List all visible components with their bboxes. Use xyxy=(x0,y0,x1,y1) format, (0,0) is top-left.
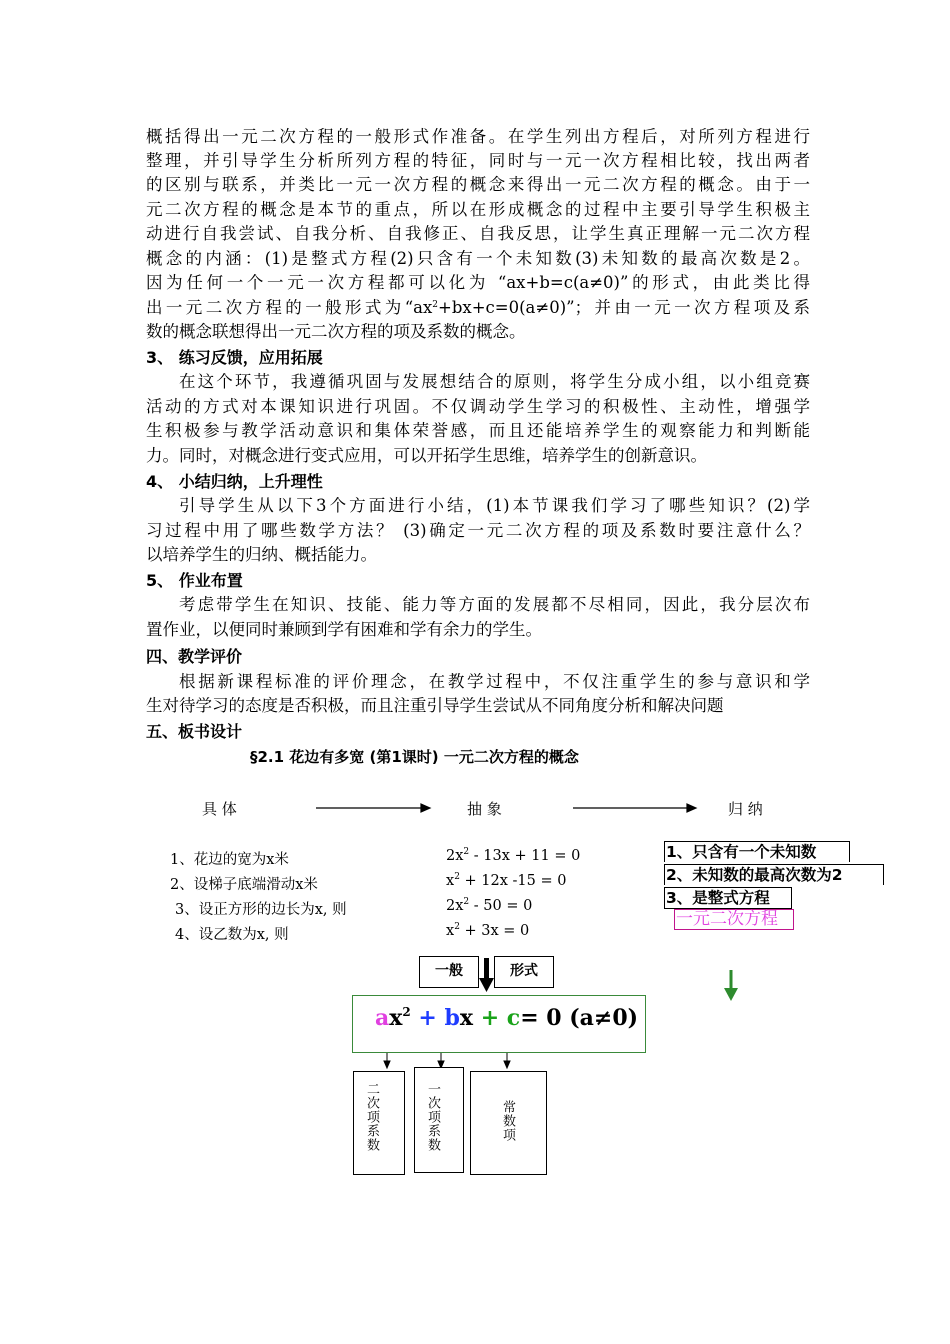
equation-3 xyxy=(446,898,532,914)
eq-part: 2x xyxy=(446,848,464,864)
text-line: 以培养学生的归纳、概括能力。 xyxy=(146,545,377,564)
formula-box xyxy=(352,995,646,1053)
quadratic-coef-box xyxy=(353,1071,405,1175)
equation-2 xyxy=(446,873,566,889)
conclusion-3: 3、是整式方程 xyxy=(664,887,792,909)
general-label-box: 一般 xyxy=(419,956,479,988)
eq-part: + 12x -15 = 0 xyxy=(459,873,567,889)
section-5-heading: 5、 作业布置 xyxy=(146,571,243,590)
quadratic-coef-label: 二次项系数 xyxy=(364,1082,379,1152)
eq-part: + 3x = 0 xyxy=(459,923,530,939)
linear-coef-box xyxy=(414,1067,464,1173)
linear-coef-label: 一次项系数 xyxy=(425,1082,440,1152)
text-fragment: 出一元二次方程的一般形式为“ax xyxy=(146,298,433,317)
conclusion-1: 1、只含有一个未知数 xyxy=(664,841,850,862)
flow-induce: 归 纳 xyxy=(728,800,763,818)
general-formula xyxy=(375,1005,638,1031)
text-line: 引导学生从以下3个方面进行小结，(1)本节课我们学习了哪些知识？(2)学 xyxy=(179,496,810,515)
conclusion-name: 一元二次方程 xyxy=(674,909,794,930)
text-line: 根据新课程标准的评价理念，在教学过程中，不仅注重学生的参与意识和学 xyxy=(179,672,810,691)
eq-sup: 2 xyxy=(463,847,470,857)
text-line: 整理，并引导学生分析所列方程的特征，同时与一元一次方程相比较，找出两者 xyxy=(146,151,810,170)
text-line: 概念的内涵：(1)是整式方程(2)只含有一个未知数(3)未知数的最高次数是2。 xyxy=(146,249,810,268)
text-fragment: +bx+c=0(a≠0)”；并由一元一次方程项及系 xyxy=(438,298,810,317)
conclusion-2: 2、未知数的最高次数为2 xyxy=(664,864,884,885)
evaluation-heading: 四、教学评价 xyxy=(146,647,243,666)
text-line: 动进行自我尝试、自我分析、自我修正、自我反思，让学生真正理解一元二次方程 xyxy=(146,224,810,243)
text-line: 在这个环节，我遵循巩固与发展想结合的原则，将学生分成小组，以小组竞赛 xyxy=(179,372,810,391)
example-2: 2、设梯子底端滑动x米 xyxy=(170,877,318,893)
eq-sup: 2 xyxy=(454,922,460,932)
example-1: 1、花边的宽为x米 xyxy=(170,852,289,868)
eq-part: - 50 = 0 xyxy=(469,898,533,914)
down-arrow-icon xyxy=(479,958,494,992)
formula-x: x xyxy=(389,1005,403,1031)
form-label-box: 形式 xyxy=(494,956,554,988)
text-line: 概括得出一元二次方程的一般形式作准备。在学生列出方程后，对所列方程进行 xyxy=(146,127,810,146)
eq-sup: 2 xyxy=(463,897,470,907)
constant-box xyxy=(470,1071,547,1175)
formula-rest: = 0 (a≠0) xyxy=(520,1005,639,1031)
text-line: 的区别与联系，并类比一元一次方程的概念来得出一元二次方程的概念。由于一 xyxy=(146,175,810,194)
flow-arrow-1 xyxy=(316,804,430,812)
text-line: 活动的方式对本课知识进行巩固。不仅调动学生学习的积极性、主动性，增强学 xyxy=(146,397,810,416)
formula-a: a xyxy=(375,1005,390,1031)
superscript: 2 xyxy=(432,300,439,310)
formula-x: x xyxy=(459,1005,474,1031)
equation-1 xyxy=(446,848,580,864)
text-line: 置作业，以便同时兼顾到学有困难和学有余力的学生。 xyxy=(146,620,542,639)
text-line: 元二次方程的概念是本节的重点，所以在形成概念的过程中主要引导学生积极主 xyxy=(146,200,810,219)
eq-part: x xyxy=(446,873,455,889)
formula-c: c xyxy=(506,1005,521,1031)
example-4: 4、设乙数为x, 则 xyxy=(175,927,289,943)
equation-4 xyxy=(446,923,529,939)
text-line: 考虑带学生在知识、技能、能力等方面的发展都不尽相同，因此，我分层次布 xyxy=(179,595,810,614)
section-4-heading: 4、 小结归纳，上升理性 xyxy=(146,472,323,491)
flow-arrow-2 xyxy=(573,804,696,812)
eq-part: 2x xyxy=(446,898,464,914)
text-line: 生对待学习的态度是否积极，而且注重引导学生尝试从不同角度分析和解决问题 xyxy=(146,696,724,715)
flow-abstract: 抽 象 xyxy=(467,800,502,818)
constant-label: 常数项 xyxy=(500,1100,515,1142)
formula-plus: + xyxy=(410,1005,445,1031)
formula-plus: + xyxy=(473,1005,507,1031)
text-line: 因为任何一个一元一次方程都可以化为 “ax+b=c(a≠0)”的形式，由此类比得 xyxy=(146,273,810,292)
board-heading: 五、板书设计 xyxy=(146,722,243,741)
formula-sup: 2 xyxy=(402,1005,411,1019)
text-line: 习过程中用了哪些数学方法？ (3)确定一元二次方程的项及系数时要注意什么？ xyxy=(146,521,810,540)
text-line: 力。同时，对概念进行变式应用，可以开拓学生思维，培养学生的创新意识。 xyxy=(146,446,707,465)
section-3-heading: 3、 练习反馈，应用拓展 xyxy=(146,348,323,367)
example-3: 3、设正方形的边长为x, 则 xyxy=(175,902,347,918)
eq-part: x xyxy=(446,923,455,939)
eq-part: - 13x + 11 = 0 xyxy=(469,848,581,864)
flow-concrete: 具 体 xyxy=(202,800,237,818)
green-down-arrow-icon xyxy=(724,970,738,1001)
formula-b: b xyxy=(444,1005,460,1031)
text-line: 数的概念联想得出一元二次方程的项及系数的概念。 xyxy=(146,322,526,341)
text-line: 生积极参与教学活动意识和集体荣誉感，而且还能培养学生的观察能力和判断能 xyxy=(146,421,810,440)
eq-sup: 2 xyxy=(454,872,460,882)
board-title: §2.1 花边有多宽 (第1课时) 一元二次方程的概念 xyxy=(250,748,579,766)
